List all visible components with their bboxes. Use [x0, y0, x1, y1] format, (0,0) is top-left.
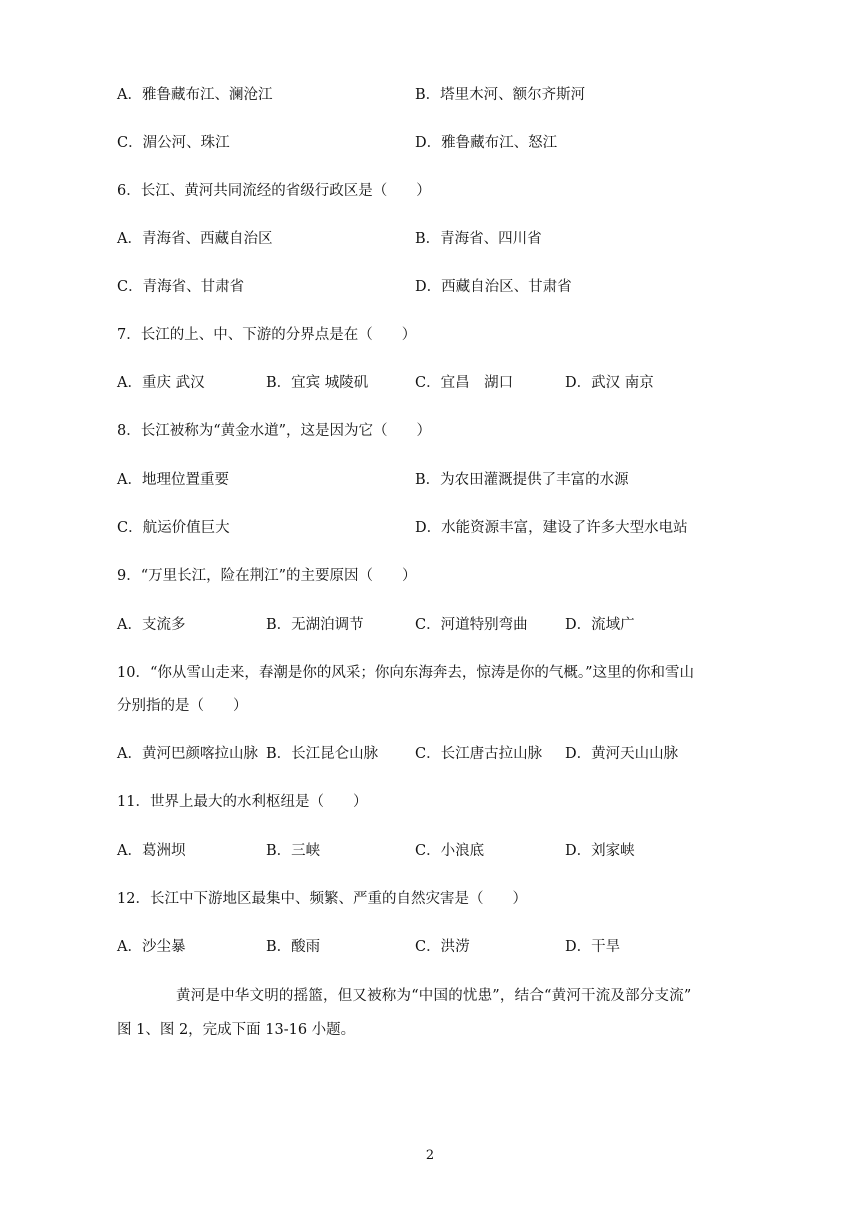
q5-option-d[interactable]: D．雅鲁藏布江、怒江	[415, 135, 558, 151]
q10-option-b[interactable]: B．长江昆仑山脉	[266, 746, 379, 762]
q8-option-b[interactable]: B．为农田灌溉提供了丰富的水源	[415, 472, 629, 488]
q12-option-b[interactable]: B．酸雨	[266, 939, 321, 955]
q11-option-a[interactable]: A．葛洲坝	[117, 843, 186, 859]
q10-option-d[interactable]: D．黄河天山山脉	[565, 746, 679, 762]
q5-option-c[interactable]: C．湄公河、珠江	[117, 135, 230, 151]
q5-option-b[interactable]: B．塔里木河、额尔齐斯河	[415, 87, 586, 103]
q10-option-c[interactable]: C．长江唐古拉山脉	[415, 746, 543, 762]
q9-option-d[interactable]: D．流域广	[565, 617, 635, 633]
q11-option-c[interactable]: C．小浪底	[415, 843, 485, 859]
q11-option-b[interactable]: B．三峡	[266, 843, 321, 859]
q6-option-c[interactable]: C．青海省、甘肃省	[117, 279, 245, 295]
q9-option-a[interactable]: A．支流多	[117, 617, 186, 633]
q12-option-a[interactable]: A．沙尘暴	[117, 939, 186, 955]
q5-option-a[interactable]: A．雅鲁藏布江、澜沧江	[117, 87, 273, 103]
q8-option-c[interactable]: C．航运价值巨大	[117, 520, 230, 536]
q7-option-b[interactable]: B．宜宾 城陵矶	[266, 375, 369, 391]
q7-option-c[interactable]: C．宜昌 湖口	[415, 375, 514, 391]
q9-stem: 9．“万里长江，险在荆江”的主要原因（ ）	[117, 568, 417, 584]
q7-stem: 7．长江的上、中、下游的分界点是在（ ）	[117, 327, 417, 343]
q6-option-d[interactable]: D．西藏自治区、甘肃省	[415, 279, 572, 295]
q8-option-d[interactable]: D．水能资源丰富，建设了许多大型水电站	[415, 520, 688, 536]
q9-option-b[interactable]: B．无湖泊调节	[266, 617, 364, 633]
q6-option-b[interactable]: B．青海省、四川省	[415, 231, 542, 247]
page-number: 2	[425, 1148, 435, 1163]
passage-line-1: 黄河是中华文明的摇篮，但又被称为“中国的忧患”，结合“黄河干流及部分支流”	[176, 988, 692, 1004]
q7-option-d[interactable]: D．武汉 南京	[565, 375, 654, 391]
passage-line-2: 图 1、图 2，完成下面 13-16 小题。	[117, 1022, 356, 1038]
q11-option-d[interactable]: D．刘家峡	[565, 843, 635, 859]
q6-stem: 6．长江、黄河共同流经的省级行政区是（ ）	[117, 183, 431, 199]
q10-stem-line1: 10．“你从雪山走来，春潮是你的风采；你向东海奔去，惊涛是你的气概。”这里的你和雪山	[117, 665, 695, 681]
q8-stem: 8．长江被称为“黄金水道”，这是因为它（ ）	[117, 423, 432, 439]
q12-option-d[interactable]: D．干旱	[565, 939, 621, 955]
q12-option-c[interactable]: C．洪涝	[415, 939, 470, 955]
q6-option-a[interactable]: A．青海省、西藏自治区	[117, 231, 273, 247]
q10-option-a[interactable]: A．黄河巴颜喀拉山脉	[117, 746, 258, 762]
q7-option-a[interactable]: A．重庆 武汉	[117, 375, 205, 391]
q9-option-c[interactable]: C．河道特别弯曲	[415, 617, 528, 633]
q11-stem: 11．世界上最大的水利枢纽是（ ）	[117, 794, 368, 810]
q10-stem-line2: 分别指的是（ ）	[117, 698, 248, 714]
q8-option-a[interactable]: A．地理位置重要	[117, 472, 229, 488]
q12-stem: 12．长江中下游地区最集中、频繁、严重的自然灾害是（ ）	[117, 891, 527, 907]
